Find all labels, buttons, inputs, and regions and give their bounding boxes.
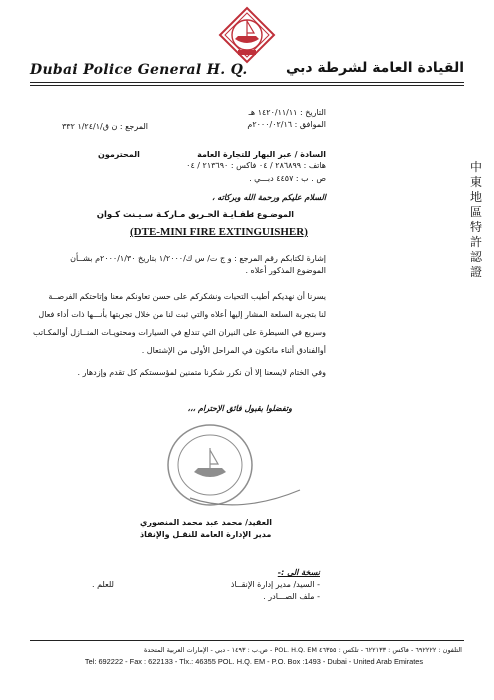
header-arabic-name: القيادة العامة لشرطة دبي [285, 60, 464, 76]
paragraph-line: إشارة لكتابكم رقم المرجع : و ج ت/ س ك/١/٢٠٠٠ بتاريخ ٢٠٠٠/١/٣٠م بشــأن [70, 254, 326, 263]
date-hijri: التاريخ : ١٤٢٠/١١/١١ هـ [248, 108, 326, 117]
sidebar-chinese-stamp [468, 160, 484, 280]
header-english-name: Dubai Police General H. Q. [30, 62, 248, 78]
paragraph-line: وسريع في السيطرة على النيران التي تندلع في السيارات ومحتويـات المنــازل أوالمكـاتب [33, 328, 326, 337]
signature-title: مدير الإدارة العامة للنقـل والإنقاذ [140, 530, 272, 539]
closing: وتفضلوا بقبول فائق الإحترام ،،، [187, 404, 292, 413]
paragraph-line: يسرنا أن نهديكم أطيب التحيات ونشكركم على حسن تعاونكم معنا وإتاحتكم الفرصــة [48, 292, 326, 301]
paragraph-line: لنا بتجربة السلعة المشار إليها أعلاه والتي ثبت لنا من خلال تجربتها بأنـــها ذات أداء فعال [38, 310, 326, 319]
copy-item [231, 580, 320, 590]
subject-english: (DTE-MINI FIRE EXTINGUISHER) [130, 226, 308, 238]
sidebar-char: 證 [469, 265, 482, 279]
addressee-respect: المحترمون [98, 150, 140, 159]
footer-arabic: التلفون : ٦٩٢٢٢٢ - فاكس : ٦٢٢١٣٣ - تلكس : ٤٦٣٥٥ POL. H.Q. EM - ص.ب : ١٤٩٣ - دبي - الإمارات العربية المتحدة [144, 646, 462, 654]
copy-to: السيد/ مدير إدارة الإنقــاذ [230, 580, 315, 589]
sidebar-char: 地 [469, 190, 482, 204]
signature-name: العقيد/ محمد عبد محمد المنصوري [140, 518, 272, 527]
paragraph-line: أوالفنادق أثناء ماتكون في المراحل الأولى من الإشتعال . [141, 346, 326, 355]
sidebar-char: 特 [469, 220, 482, 234]
header-rule [30, 82, 464, 83]
footer-rule [30, 640, 464, 641]
sidebar-char: 許 [469, 235, 482, 249]
copy-dash: - [317, 592, 320, 601]
sidebar-char: 區 [469, 205, 482, 219]
sidebar-char: 中 [469, 160, 482, 174]
paragraph-line: الموضوع المذكور أعلاه . [245, 266, 326, 275]
addressee-pobox: ص . ب : ٤٤٥٧ دبـــي . [249, 174, 326, 183]
subject-text: طفـايـة الحـريق مـاركـة سـيـنت كـوان [96, 210, 254, 220]
subject-label: الموضـوع : [250, 210, 294, 219]
copy-dash: - [317, 580, 320, 589]
copy-item [263, 592, 320, 602]
copy-heading: نسخة الى :- [277, 568, 320, 577]
addressee-phone: هاتف : ٢٨٦٨٩٩ / ٠٤ فاكس : ٢١٣٦٩٠ / ٠٤ [186, 161, 326, 170]
paragraph-line: وفي الختام لايسعنا إلا أن نكرر شكرنا متمنين لمؤسستكم كل تقدم وإزدهار . [77, 368, 326, 377]
copy-note: للعلم . [91, 580, 114, 589]
sidebar-char: 認 [469, 250, 482, 264]
official-stamp [150, 420, 310, 520]
date-gregorian: الموافق : ٢٠٠٠/٠٢/١٦م [247, 120, 326, 129]
header-rule-thin [30, 85, 464, 86]
sidebar-char: 東 [469, 175, 482, 189]
reference-number: المرجع : ن ق/١/٢٤/١ ٣٣٢ [62, 122, 149, 131]
copy-to: ملف الصـــادر . [263, 592, 315, 601]
dubai-police-logo [216, 6, 278, 64]
greeting: السلام عليكم ورحمة الله وبركاته ، [211, 193, 326, 202]
addressee-name: السادة / عبر البهار للتجارة العامة [197, 150, 326, 159]
footer-english: Tel: 692222 - Fax : 622133 - Tlx.: 46355 POL. H.Q. EM - P.O. Box :1493 - Dubai - United Arab Emirates [84, 657, 424, 666]
